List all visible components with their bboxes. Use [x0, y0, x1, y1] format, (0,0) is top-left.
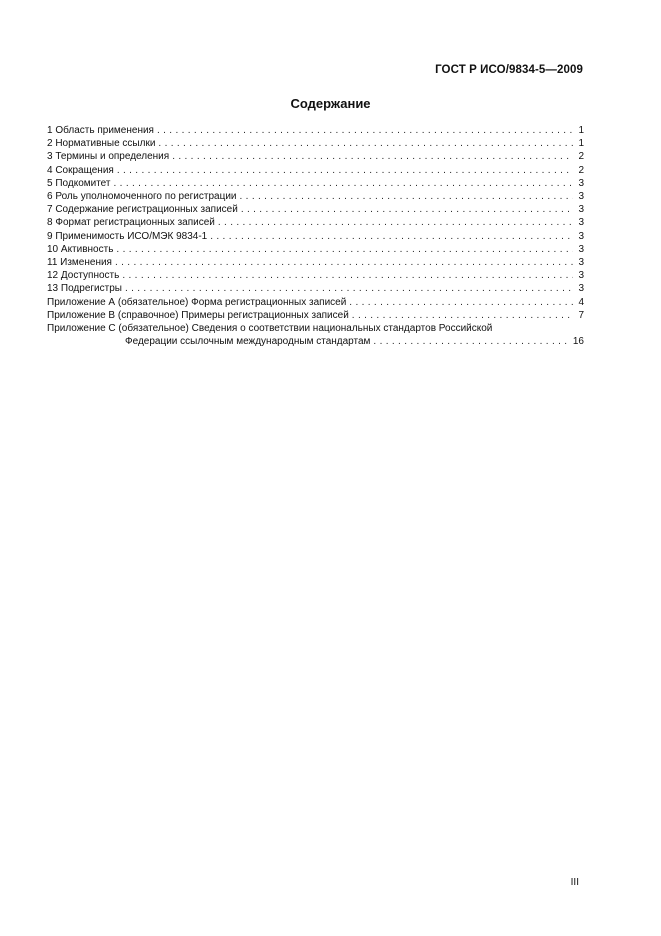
toc-entry[interactable]: [47, 203, 584, 216]
toc-entry-page: 3: [578, 230, 584, 242]
toc-entry[interactable]: [47, 150, 584, 163]
toc-entry-title: 10 Активность: [47, 243, 114, 255]
toc-entry-page: 3: [578, 257, 584, 269]
document-header: ГОСТ Р ИСО/9834-5—2009: [435, 64, 583, 76]
toc-entry[interactable]: [47, 137, 584, 150]
toc-entry-title: 11 Изменения: [47, 257, 112, 269]
toc-entry-page: 7: [578, 309, 584, 321]
toc-entry-page: 2: [578, 164, 584, 176]
toc-leader-dots: [122, 282, 573, 295]
toc-entry[interactable]: [47, 216, 584, 229]
toc-leader-dots: [237, 190, 574, 203]
toc-entry[interactable]: [47, 190, 584, 203]
toc-leader-dots: [238, 203, 573, 216]
toc-leader-dots: [112, 256, 573, 269]
toc-entry-title: 8 Формат регистрационных записей: [47, 217, 215, 229]
toc-entry-appendix-a[interactable]: [47, 296, 584, 309]
toc-entry[interactable]: [47, 256, 584, 269]
toc-leader-dots: [215, 216, 573, 229]
toc-entry[interactable]: [47, 269, 584, 282]
toc-leader-dots: [113, 243, 573, 256]
toc-entry-title: 12 Доступность: [47, 270, 120, 282]
toc-entry-title: Приложение В (справочное) Примеры регистрационных записей: [47, 309, 349, 321]
toc-entry[interactable]: [47, 177, 584, 190]
toc-entry[interactable]: [47, 282, 584, 295]
toc-entry-page: 3: [578, 204, 584, 216]
toc-entry-page: 1: [578, 125, 584, 136]
toc-entry-page: 3: [578, 217, 584, 229]
toc-entry-page: 3: [578, 270, 584, 282]
toc-entry-title: 6 Роль уполномоченного по регистрации: [47, 191, 237, 203]
toc-entry-page: 2: [578, 151, 584, 163]
toc-entry[interactable]: [47, 243, 584, 256]
toc-entry-title: Приложение С (обязательное) Сведения о соответствии национальных стандартов Российской: [47, 323, 493, 335]
page-number: III: [570, 877, 579, 888]
toc-entry-page: 3: [578, 191, 584, 203]
toc-leader-dots: [370, 335, 570, 348]
toc-entry-page: 16: [572, 336, 584, 348]
toc-entry-title: 1 Область применения: [47, 125, 154, 136]
toc-leader-dots: [349, 309, 573, 322]
toc-entry[interactable]: [47, 230, 584, 243]
toc-leader-dots: [114, 164, 573, 177]
toc-leader-dots: [169, 150, 573, 163]
toc-leader-dots: [155, 137, 573, 150]
toc-entry-title: 13 Подрегистры: [47, 283, 122, 295]
toc-entry-appendix-c-line1[interactable]: [47, 322, 584, 335]
toc-entry-title: 9 Применимость ИСО/МЭК 9834-1: [47, 230, 208, 242]
toc-leader-dots: [111, 177, 574, 190]
toc-entry-title: 4 Сокращения: [47, 164, 114, 176]
toc-entry-page: 4: [578, 296, 584, 308]
toc-entry[interactable]: [47, 124, 584, 137]
toc-entry-page: 3: [578, 177, 584, 189]
toc-entry-appendix-b[interactable]: [47, 309, 584, 322]
toc-entry-title: Приложение А (обязательное) Форма регистрационных записей: [47, 296, 347, 308]
toc-entry-title: 2 Нормативные ссылки: [47, 138, 156, 150]
toc-entry-title: 3 Термины и определения: [47, 151, 170, 163]
toc-leader-dots: [346, 296, 573, 309]
toc-entry-page: 3: [578, 283, 584, 295]
toc-entry-page: 3: [578, 243, 584, 255]
toc-title: Содержание: [290, 96, 371, 111]
toc-entry-page: 1: [578, 138, 584, 150]
table-of-contents: [47, 124, 584, 348]
toc-leader-dots: [207, 230, 573, 243]
toc-entry-title-continued: Федерации ссылочным международным стандартам: [125, 336, 371, 348]
toc-entry-appendix-c-line2[interactable]: [47, 335, 584, 348]
toc-leader-dots: [154, 124, 573, 137]
toc-leader-dots: [119, 269, 573, 282]
toc-entry[interactable]: [47, 164, 584, 177]
toc-entry-title: 5 Подкомитет: [47, 177, 111, 189]
toc-entry-title: 7 Содержание регистрационных записей: [47, 204, 238, 216]
